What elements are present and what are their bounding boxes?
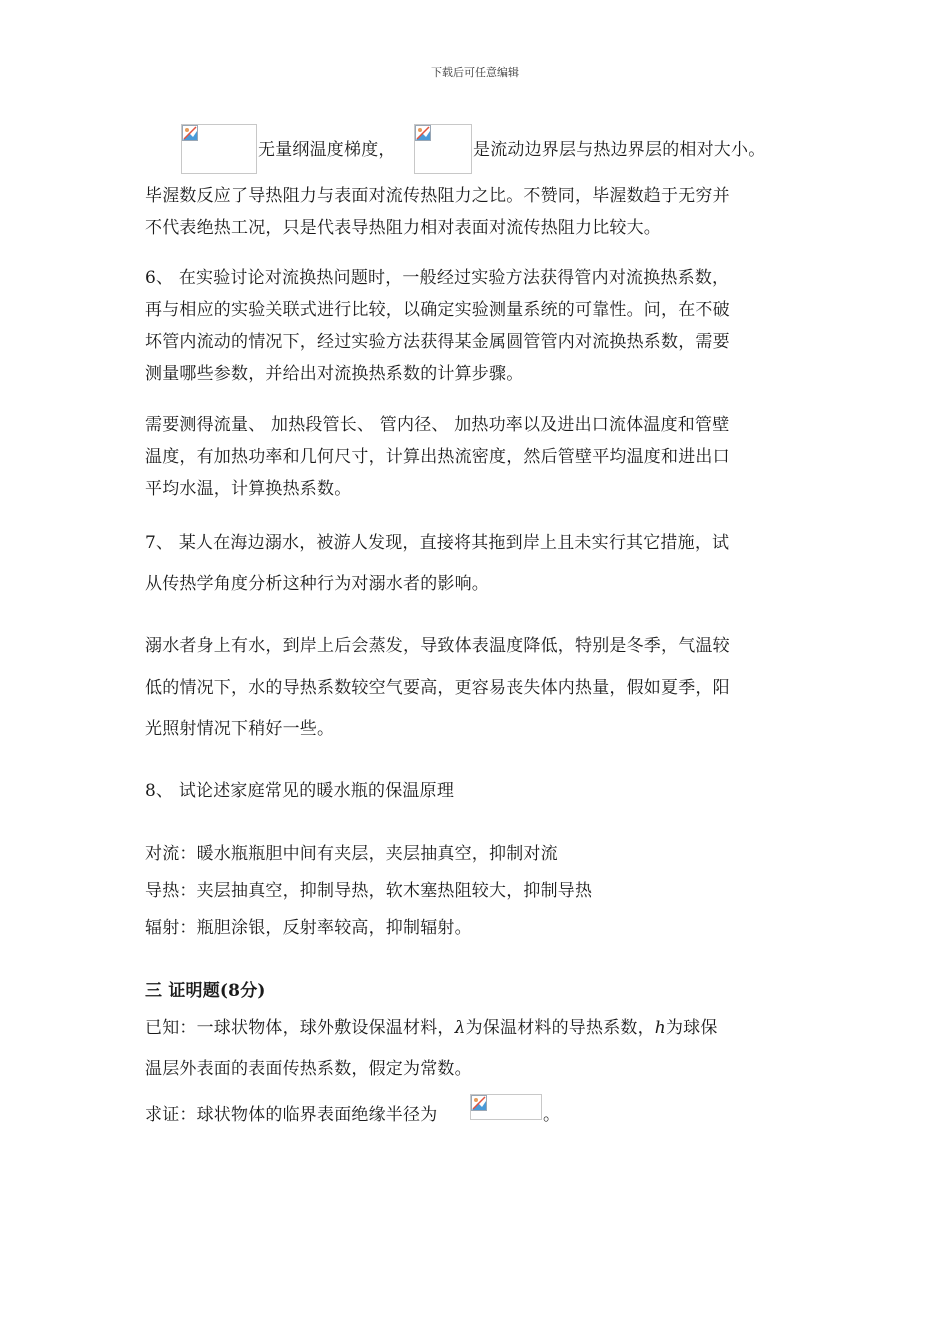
text-line: 是流动边界层与热边界层的相对大小。 [473,140,766,160]
text-line: 对流：暖水瓶瓶胆中间有夹层，夹层抽真空，抑制对流 [145,844,558,864]
broken-image-formula-2 [414,124,472,174]
text-line: 8、 试论述家庭常见的暖水瓶的保温原理 [145,781,455,801]
text-line: 平均水温，计算换热系数。 [145,479,352,499]
text-line: 6、 在实验讨论对流换热问题时，一般经过实验方法获得管内对流换热系数， [145,268,730,288]
text-line: 再与相应的实验关联式进行比较，以确定实验测量系统的可靠性。问，在不破 [145,300,730,320]
text-line: 导热：夹层抽真空，抑制导热，软木塞热阻较大，抑制导热 [145,881,593,901]
text-line: 从传热学角度分析这种行为对溺水者的影响。 [145,574,489,594]
text-line: 求证：球状物体的临界表面绝缘半径为 [145,1105,438,1125]
text-line: 毕渥数反应了导热阻力与表面对流传热阻力之比。不赞同，毕渥数趋于无穷并 [145,186,730,206]
text-line: 不代表绝热工况，只是代表导热阻力相对表面对流传热阻力比较大。 [145,218,661,238]
text-line: 温度，有加热功率和几何尺寸，计算出热流密度，然后管壁平均温度和进出口 [145,447,730,467]
text-line: 需要测得流量、 加热段管长、 管内径、 加热功率以及进出口流体温度和管壁 [145,415,730,435]
text-line: 温层外表面的表面传热系数，假定为常数。 [145,1059,472,1079]
text-line: 测量哪些参数，并给出对流换热系数的计算步骤。 [145,364,524,384]
text-line: 辐射：瓶胆涂银，反射率较高，抑制辐射。 [145,918,472,938]
lambda-symbol: λ [454,1018,466,1038]
h-symbol: h [654,1018,666,1038]
broken-image-formula-3 [470,1094,542,1120]
text-line: 溺水者身上有水，到岸上后会蒸发，导致体表温度降低，特别是冬季，气温较 [145,636,730,656]
text-segment: 已知：一球状物体，球外敷设保温材料， [145,1018,455,1038]
text-segment: 为保温材料的导热系数， [465,1018,655,1038]
text-line: 无量纲温度梯度， [258,140,396,160]
broken-image-formula-1 [181,124,257,174]
broken-image-icon [182,125,198,141]
text-line: 。 [543,1105,561,1125]
broken-image-icon [415,125,431,141]
text-line [145,1017,718,1039]
text-line: 低的情况下，水的导热系数较空气要高，更容易丧失体内热量，假如夏季，阳 [145,678,730,698]
text-segment: 为球保 [665,1018,718,1038]
broken-image-icon [471,1095,487,1111]
text-line: 光照射情况下稍好一些。 [145,719,335,739]
text-line: 坏管内流动的情况下，经过实验方法获得某金属圆管管内对流换热系数，需要 [145,332,730,352]
section-heading: 三 证明题(8分) [145,981,266,1001]
text-line: 7、 某人在海边溺水，被游人发现，直接将其拖到岸上且未实行其它措施，试 [145,533,730,553]
page-header: 下载后可任意编辑 [431,66,519,79]
